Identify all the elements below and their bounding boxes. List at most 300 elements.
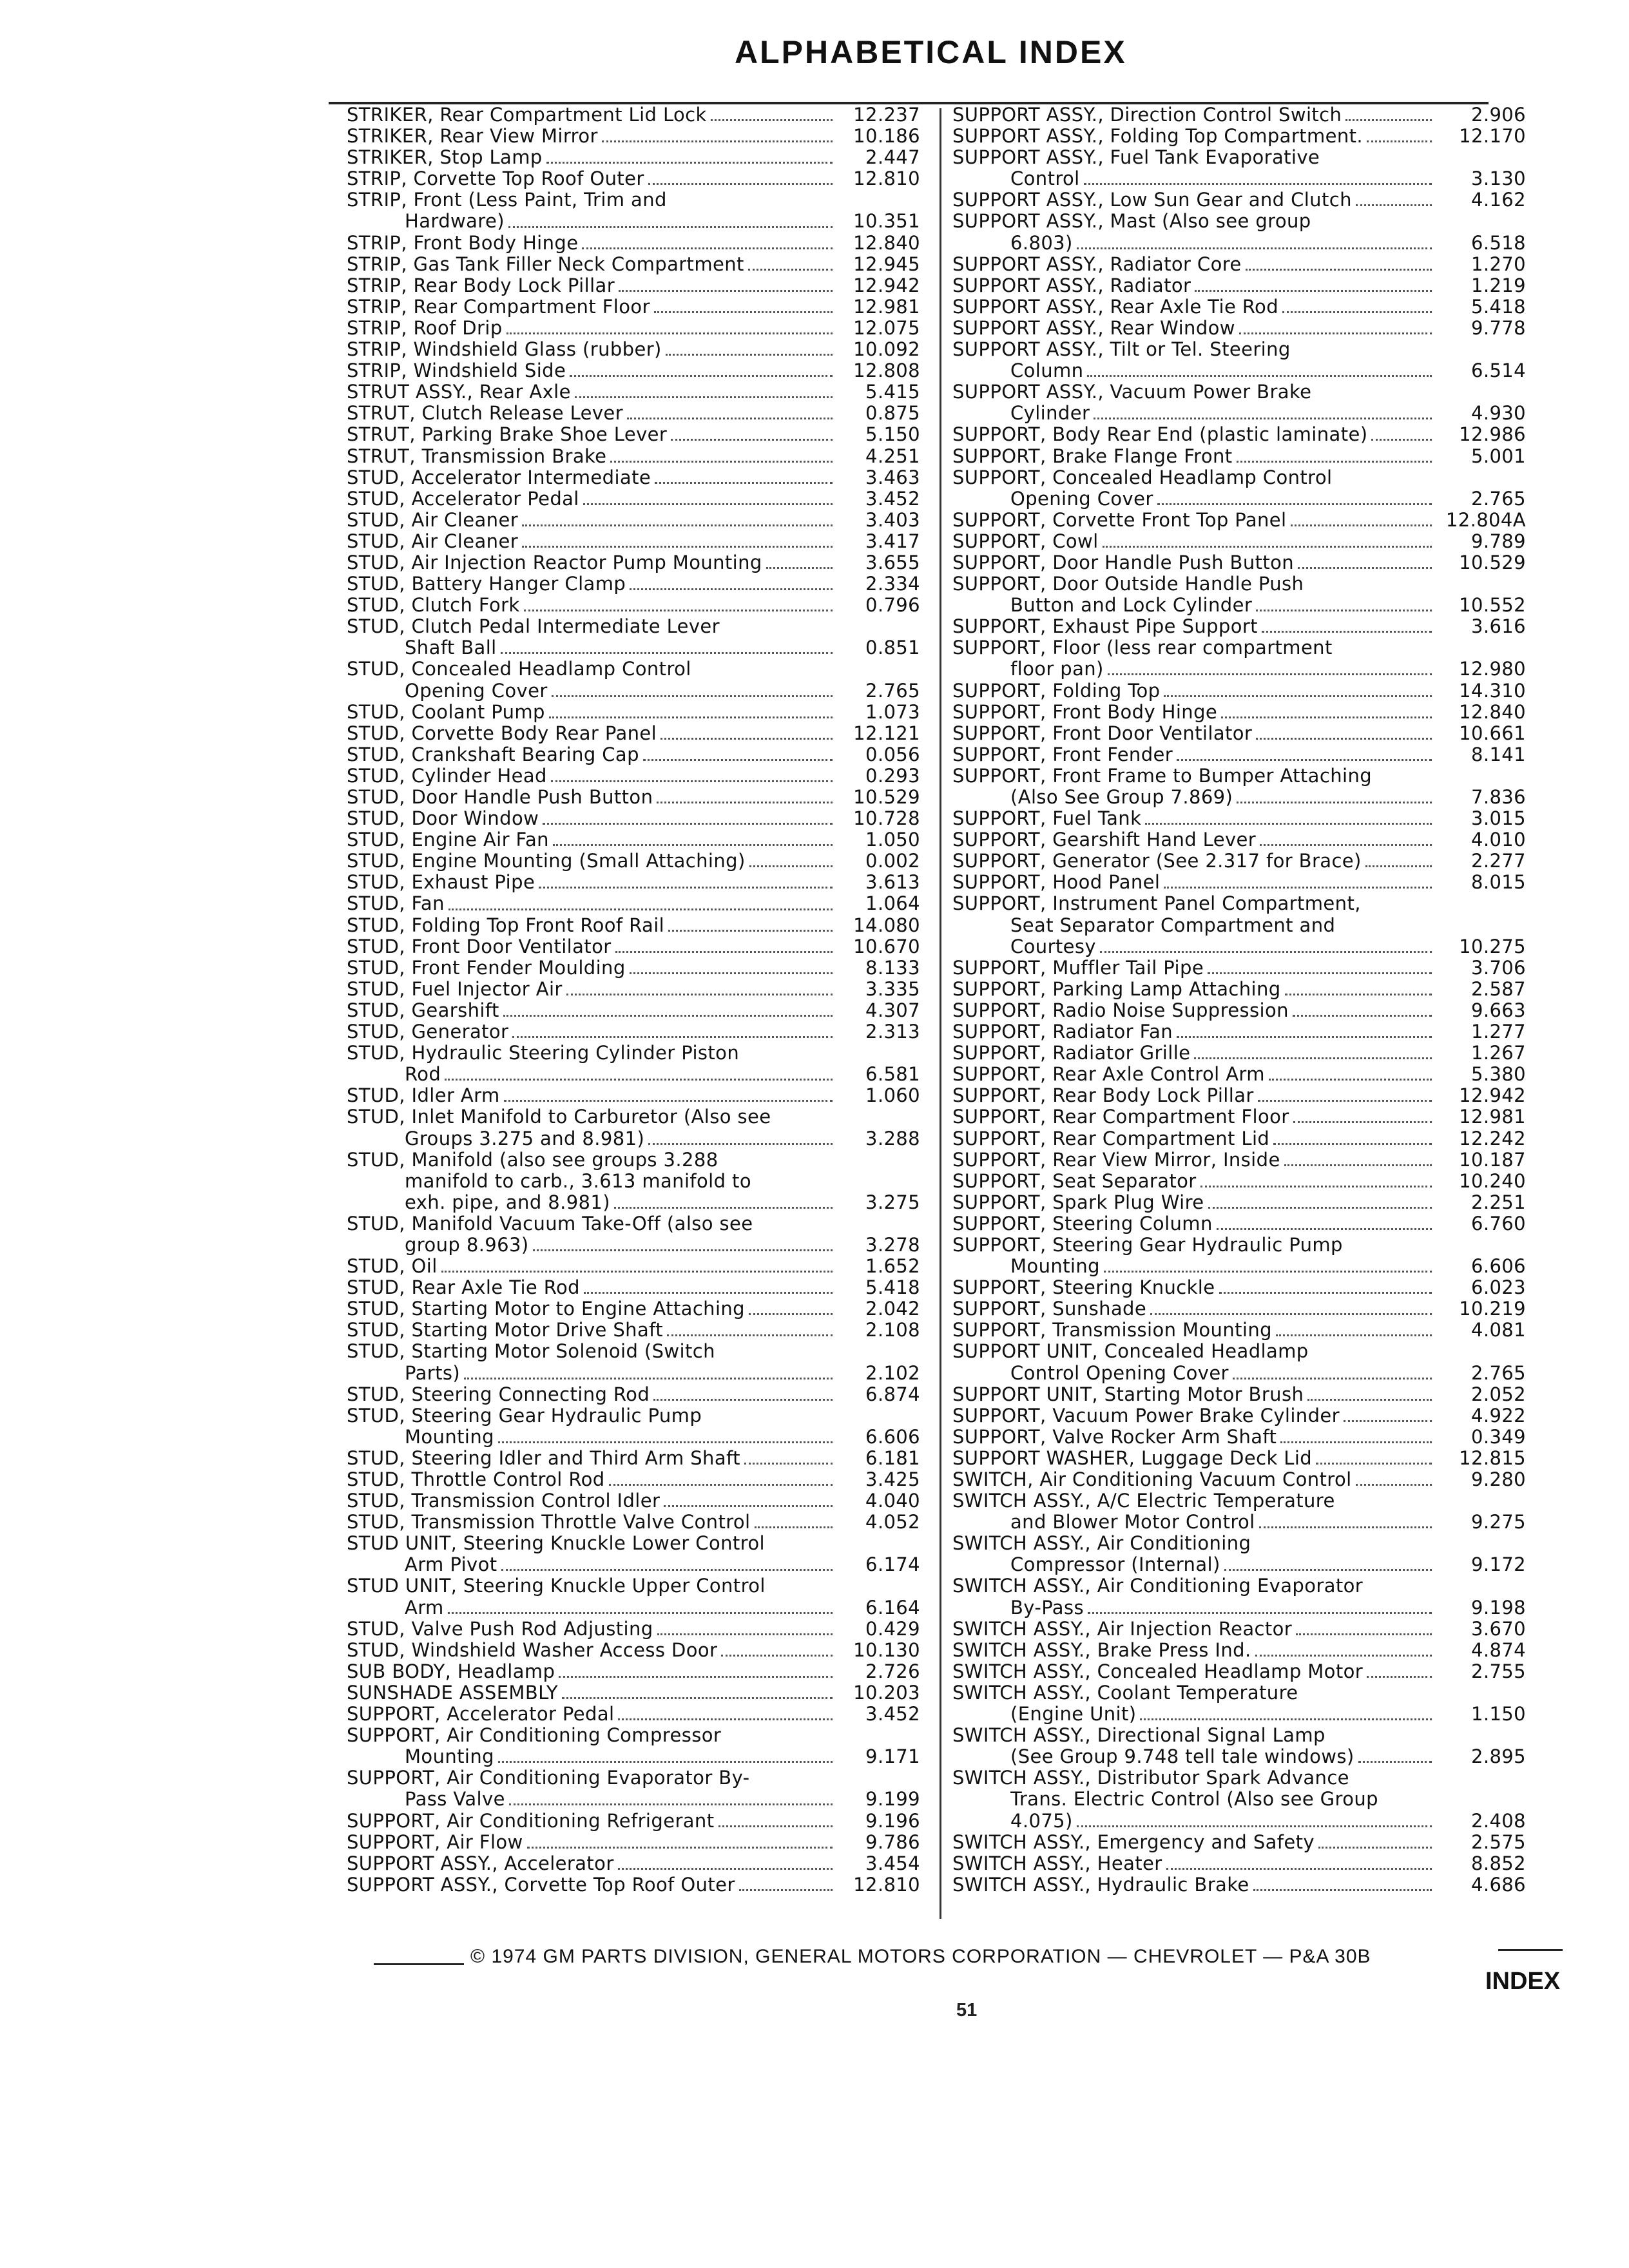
index-entry-line — [347, 104, 920, 126]
index-entry-group-number: 6.023 — [1470, 1277, 1526, 1299]
index-entry-group-number: 1.060 — [865, 1085, 920, 1107]
index-entry-text: SUPPORT ASSY., Radiator — [952, 274, 1191, 296]
index-entry-line — [347, 850, 920, 872]
index-entry-group-number: 0.851 — [865, 637, 920, 659]
index-entry — [952, 1767, 1526, 1831]
index-entry — [952, 1682, 1526, 1725]
leader-dots — [755, 1526, 833, 1528]
index-entry-line — [347, 573, 920, 595]
index-entry-text: STUD, Starting Motor Drive Shaft — [347, 1320, 664, 1341]
index-entry-group-number: 12.942 — [1459, 1085, 1526, 1107]
index-entry-group-number: 12.986 — [1459, 424, 1526, 446]
leader-dots — [666, 354, 833, 356]
index-entry-text: SUPPORT, Air Conditioning Refrigerant — [347, 1810, 715, 1832]
leader-dots — [501, 652, 833, 654]
index-entry-line — [347, 1853, 920, 1874]
index-entry-text: SWITCH ASSY., Air Injection Reactor — [952, 1618, 1293, 1640]
index-entry-text: SUPPORT, Air Flow — [347, 1831, 523, 1853]
index-entry-group-number: 1.270 — [1470, 253, 1526, 275]
index-entry — [347, 424, 920, 445]
index-entry-group-number: 5.380 — [1470, 1064, 1526, 1086]
leader-dots — [543, 823, 833, 825]
index-entry — [347, 573, 920, 595]
index-entry-line — [952, 1469, 1526, 1490]
index-entry — [952, 1128, 1526, 1149]
index-entry-text: STRIP, Rear Compartment Floor — [347, 296, 650, 318]
index-entry-group-number: 12.121 — [853, 722, 920, 744]
index-entry — [952, 1832, 1526, 1853]
index-entry — [347, 936, 920, 957]
index-entry-text: Pass Valve — [405, 1789, 505, 1811]
index-entry — [347, 1469, 920, 1490]
index-entry-text: Trans. Electric Control (Also see Group — [1010, 1789, 1378, 1811]
index-entry-text: Mounting — [405, 1426, 494, 1448]
leader-dots — [1164, 887, 1432, 889]
index-entry — [952, 1298, 1526, 1320]
index-entry-text: SUPPORT, Front Fender — [952, 744, 1173, 765]
leader-dots — [1219, 1292, 1432, 1294]
index-entry — [952, 339, 1526, 381]
index-entry-line — [952, 1213, 1526, 1235]
index-entry-line — [952, 1320, 1526, 1341]
index-entry-text: SUPPORT, Floor (less rear compartment — [952, 637, 1333, 659]
index-entry-line — [952, 979, 1526, 1000]
index-entry-line — [952, 360, 1526, 381]
index-entry — [952, 1192, 1526, 1213]
index-entry — [347, 254, 920, 275]
index-entry-line — [347, 1320, 920, 1341]
index-entry-group-number: 12.242 — [1459, 1128, 1526, 1149]
index-entry — [952, 1469, 1526, 1490]
leader-dots — [1103, 546, 1432, 548]
leader-dots — [1150, 1313, 1432, 1315]
index-entry-text: SUPPORT, Rear Compartment Lid — [952, 1128, 1270, 1149]
index-entry — [952, 381, 1526, 424]
index-entry-line — [347, 510, 920, 531]
index-entry-line — [347, 829, 920, 850]
index-entry-line — [952, 1405, 1526, 1427]
index-entry — [347, 1405, 920, 1448]
leader-dots — [1291, 524, 1432, 526]
index-entry — [347, 1384, 920, 1405]
leader-dots — [1358, 1761, 1432, 1763]
index-entry-group-number: 12.808 — [853, 360, 920, 382]
index-entry-line — [347, 702, 920, 723]
index-entry-line — [347, 1490, 920, 1512]
index-entry-text: SUPPORT, Brake Flange Front — [952, 445, 1233, 467]
index-entry — [347, 744, 920, 765]
leader-dots — [509, 1803, 833, 1805]
index-entry-group-number: 6.514 — [1470, 360, 1526, 382]
index-entry-line — [347, 1427, 920, 1448]
index-entry-group-number: 0.056 — [865, 744, 920, 765]
index-entry-line — [952, 1192, 1526, 1213]
index-entry-line — [952, 1085, 1526, 1106]
index-entry-group-number: 4.010 — [1470, 829, 1526, 851]
index-entry-line — [347, 424, 920, 445]
index-entry-group-number: 10.092 — [853, 339, 920, 361]
index-entry — [952, 1149, 1526, 1171]
index-entry-group-number: 2.447 — [865, 147, 920, 169]
index-entry — [347, 1682, 920, 1704]
index-entry-text: STUD, Inlet Manifold to Carburetor (Also see — [347, 1106, 771, 1128]
index-entry-line — [347, 787, 920, 808]
index-entry — [952, 744, 1526, 765]
index-entry-group-number: 8.141 — [1470, 744, 1526, 765]
index-entry-text: SUNSHADE ASSEMBLY — [347, 1682, 558, 1704]
index-entry-group-number: 2.765 — [865, 680, 920, 702]
leader-dots — [552, 695, 833, 697]
index-entry-line — [347, 1704, 920, 1725]
index-entry-text: SUPPORT, Steering Column — [952, 1213, 1213, 1235]
index-entry — [347, 1533, 920, 1575]
index-entry — [347, 403, 920, 424]
index-entry-line — [952, 211, 1526, 232]
index-entry-line — [347, 893, 920, 914]
index-entry-group-number: 10.670 — [853, 936, 920, 957]
index-entry-line — [952, 1640, 1526, 1661]
index-entry-text: group 8.963) — [405, 1234, 529, 1256]
index-entry-line — [347, 1277, 920, 1298]
index-entry-text: STUD, Fuel Injector Air — [347, 978, 563, 1000]
index-entry-line — [952, 446, 1526, 467]
leader-dots — [1200, 1186, 1432, 1187]
leader-dots — [527, 1847, 833, 1849]
index-entry-line — [347, 680, 920, 702]
index-entry-text: SWITCH ASSY., Brake Press Ind. — [952, 1639, 1251, 1661]
index-entry-group-number: 10.529 — [853, 787, 920, 808]
leader-dots — [654, 311, 833, 313]
index-entry-text: SUPPORT WASHER, Luggage Deck Lid — [952, 1447, 1313, 1469]
index-entry-line — [347, 488, 920, 510]
leader-dots — [1084, 183, 1432, 185]
index-entry — [952, 680, 1526, 702]
leader-dots — [630, 588, 833, 590]
index-entry-group-number: 3.288 — [865, 1128, 920, 1149]
index-entry-group-number: 2.277 — [1470, 850, 1526, 872]
index-entry-line — [347, 637, 920, 658]
index-entry-text: STUD, Folding Top Front Roof Rail — [347, 914, 665, 936]
index-entry — [952, 1448, 1526, 1469]
index-entry-line — [952, 1789, 1526, 1810]
index-entry — [347, 1341, 920, 1383]
index-entry-text: STUD, Steering Connecting Rod — [347, 1383, 650, 1405]
index-entry-text: SUPPORT, Steering Gear Hydraulic Pump — [952, 1234, 1343, 1256]
index-entry-text: SUPPORT ASSY., Fuel Tank Evaporative — [952, 147, 1320, 169]
leader-dots — [653, 1399, 833, 1401]
index-entry — [347, 1811, 920, 1832]
leader-dots — [553, 844, 833, 846]
index-entry-text: SUPPORT ASSY., Corvette Top Roof Outer — [347, 1874, 735, 1896]
index-entry-line — [347, 1597, 920, 1619]
index-entry-line — [347, 126, 920, 147]
index-entry — [952, 318, 1526, 339]
index-entry — [952, 1064, 1526, 1085]
index-entry-text: STRUT, Transmission Brake — [347, 445, 607, 467]
index-entry-text: Column — [1010, 360, 1084, 382]
index-entry-line — [952, 1597, 1526, 1619]
index-entry — [952, 510, 1526, 531]
index-entry-text: STUD, Hydraulic Steering Cylinder Piston — [347, 1043, 740, 1064]
index-entry-group-number: 1.219 — [1470, 274, 1526, 296]
index-entry-text: SUPPORT, Rear Axle Control Arm — [952, 1064, 1265, 1086]
index-entry-group-number: 2.334 — [865, 573, 920, 595]
leader-dots — [1293, 1121, 1432, 1123]
index-entry-line — [952, 1811, 1526, 1832]
index-entry-line — [952, 339, 1526, 360]
index-entry-line — [347, 189, 920, 211]
leader-dots — [1273, 1143, 1432, 1145]
index-entry-line — [952, 658, 1526, 680]
index-entry-line — [347, 1640, 920, 1661]
index-entry — [952, 637, 1526, 680]
index-entry-group-number: 5.418 — [865, 1277, 920, 1299]
index-entry-text: STUD, Transmission Control Idler — [347, 1490, 660, 1512]
index-entry-line — [347, 915, 920, 936]
leader-dots — [1260, 844, 1432, 846]
index-entry-text: Button and Lock Cylinder — [1010, 595, 1253, 617]
index-entry — [347, 850, 920, 872]
index-entry-text: SUPPORT, Seat Separator — [952, 1170, 1197, 1192]
leader-dots — [657, 802, 833, 803]
section-tag: INDEX — [1485, 1968, 1561, 1995]
index-entry — [347, 1298, 920, 1320]
index-entry-line — [952, 1512, 1526, 1533]
index-entry-text: STUD, Gearshift — [347, 999, 499, 1021]
index-entry-line — [952, 318, 1526, 339]
index-entry-text: SUPPORT, Steering Knuckle — [952, 1277, 1215, 1299]
index-entry-text: STRIP, Front Body Hinge — [347, 232, 579, 254]
index-entry-text: SUPPORT, Front Frame to Bumper Attaching — [952, 765, 1373, 787]
index-entry-line — [952, 147, 1526, 168]
index-entry-text: (Engine Unit) — [1010, 1704, 1137, 1725]
index-entry-group-number: 12.170 — [1459, 126, 1526, 148]
index-entry-text: STUD, Steering Idler and Third Arm Shaft — [347, 1447, 740, 1469]
index-entry-text: SWITCH ASSY., Air Conditioning Evaporator — [952, 1575, 1364, 1597]
leader-dots — [1239, 332, 1432, 334]
index-entry-line — [347, 1469, 920, 1490]
leader-dots — [1269, 1079, 1432, 1081]
index-entry-line — [952, 126, 1526, 147]
index-entry-text: SWITCH ASSY., Distributor Spark Advance — [952, 1767, 1349, 1789]
index-entry-group-number: 2.313 — [865, 1021, 920, 1043]
leader-dots — [1217, 1228, 1432, 1230]
leader-dots — [1365, 865, 1432, 867]
leader-dots — [1145, 823, 1432, 825]
index-entry — [347, 702, 920, 723]
index-entry-text: SUPPORT, Radiator Fan — [952, 1021, 1173, 1043]
index-entry-line — [347, 744, 920, 765]
index-entry-group-number: 12.810 — [853, 168, 920, 190]
index-entry — [347, 1575, 920, 1618]
index-entry-text: SUPPORT ASSY., Accelerator — [347, 1852, 614, 1874]
index-entry — [952, 1405, 1526, 1427]
index-entry-group-number: 9.778 — [1470, 317, 1526, 339]
index-entry-line — [952, 1363, 1526, 1384]
leader-dots — [1345, 119, 1432, 121]
index-entry-text: STRIP, Gas Tank Filler Neck Compartment — [347, 253, 744, 275]
index-entry-text: By-Pass — [1010, 1597, 1084, 1619]
index-entry — [952, 1725, 1526, 1767]
index-entry-line — [952, 702, 1526, 723]
index-entry-line — [347, 936, 920, 957]
index-entry — [952, 424, 1526, 445]
leader-dots — [512, 1036, 833, 1038]
leader-dots — [721, 1655, 833, 1657]
leader-dots — [1367, 140, 1432, 142]
leader-dots — [504, 1100, 833, 1102]
index-entry-text: SUPPORT, Rear Body Lock Pillar — [952, 1085, 1254, 1107]
index-entry-line — [952, 1427, 1526, 1448]
index-entry-line — [347, 318, 920, 339]
index-entry-group-number: 3.655 — [865, 552, 920, 573]
index-entry-line — [952, 1256, 1526, 1277]
index-entry — [347, 104, 920, 126]
index-entry — [347, 1256, 920, 1277]
index-entry-group-number: 12.945 — [853, 253, 920, 275]
index-entry-group-number: 3.403 — [865, 509, 920, 531]
index-entry-text: STUD, Coolant Pump — [347, 701, 545, 723]
leader-dots — [1255, 1655, 1432, 1657]
index-entry-text: SUPPORT ASSY., Tilt or Tel. Steering — [952, 339, 1291, 361]
index-entry-text: Control — [1010, 168, 1080, 190]
index-entry — [952, 829, 1526, 850]
index-entry-line — [952, 1575, 1526, 1597]
index-entry-text: SWITCH ASSY., Emergency and Safety — [952, 1831, 1315, 1853]
index-entry-group-number: 6.760 — [1470, 1213, 1526, 1235]
index-entry-text: SUPPORT, Instrument Panel Compartment, — [952, 893, 1361, 915]
index-entry — [952, 1277, 1526, 1298]
leader-dots — [448, 908, 833, 910]
index-entry-text: STUD UNIT, Steering Knuckle Upper Control — [347, 1575, 766, 1597]
leader-dots — [498, 1441, 833, 1443]
index-entry-text: SWITCH, Air Conditioning Vacuum Control — [952, 1469, 1352, 1490]
index-entry-group-number: 12.980 — [1459, 658, 1526, 680]
leader-dots — [1276, 1334, 1432, 1336]
leader-dots — [619, 290, 833, 292]
index-entry-text: 4.075) — [1010, 1810, 1073, 1832]
index-entry-text: SUPPORT, Radiator Grille — [952, 1043, 1191, 1064]
index-entry — [347, 1704, 920, 1725]
index-entry-text: SWITCH ASSY., Concealed Headlamp Motor — [952, 1660, 1364, 1682]
index-entry-text: SUPPORT, Exhaust Pipe Support — [952, 616, 1258, 638]
index-entry — [952, 1874, 1526, 1896]
index-entry — [952, 275, 1526, 296]
index-entry-group-number: 2.052 — [1470, 1383, 1526, 1405]
index-entry-group-number: 4.040 — [865, 1490, 920, 1512]
index-entry-text: and Blower Motor Control — [1010, 1512, 1255, 1533]
index-entry-text: STRUT, Clutch Release Lever — [347, 403, 623, 425]
index-entry-group-number: 10.275 — [1459, 936, 1526, 957]
index-entry-group-number: 1.277 — [1470, 1021, 1526, 1043]
index-entry-line — [952, 1832, 1526, 1853]
index-entry-line — [952, 1874, 1526, 1896]
index-entry-line — [347, 1448, 920, 1469]
index-entry-text: SUPPORT, Generator (See 2.317 for Brace) — [952, 850, 1362, 872]
index-entry-line — [952, 1554, 1526, 1575]
index-entry — [347, 1000, 920, 1021]
index-entry-text: Hardware) — [405, 211, 505, 233]
index-entry-line — [952, 1106, 1526, 1128]
index-entry-line — [952, 1128, 1526, 1149]
index-entry-group-number: 3.275 — [865, 1191, 920, 1213]
index-entry-text: STUD, Crankshaft Bearing Cap — [347, 744, 639, 765]
index-entry — [347, 1021, 920, 1043]
index-entry-text: STRIKER, Rear Compartment Lid Lock — [347, 104, 707, 126]
index-entry-text: STUD, Manifold (also see groups 3.288 — [347, 1149, 718, 1171]
index-entry — [952, 957, 1526, 979]
index-entry — [347, 189, 920, 232]
index-entry — [347, 318, 920, 339]
index-entry-text: SWITCH ASSY., Hydraulic Brake — [952, 1874, 1249, 1896]
index-entry-group-number: 3.278 — [865, 1234, 920, 1256]
leader-dots — [627, 418, 833, 419]
index-entry-line — [347, 1832, 920, 1853]
leader-dots — [643, 759, 833, 761]
index-entry-line — [347, 1554, 920, 1575]
leader-dots — [1157, 503, 1432, 505]
index-entry — [347, 275, 920, 296]
index-entry-text: STRIP, Windshield Glass (rubber) — [347, 339, 662, 361]
leader-dots — [614, 1207, 833, 1209]
index-entry — [952, 723, 1526, 744]
index-entry — [952, 1000, 1526, 1021]
index-entry — [347, 381, 920, 403]
index-entry-text: STRIP, Windshield Side — [347, 360, 566, 382]
leader-dots — [744, 1463, 833, 1465]
index-entry — [347, 446, 920, 467]
index-entry-group-number: 0.875 — [865, 403, 920, 425]
index-entry — [347, 1619, 920, 1640]
index-entry — [347, 787, 920, 808]
index-entry — [952, 1106, 1526, 1128]
index-entry-text: STUD, Steering Gear Hydraulic Pump — [347, 1405, 702, 1427]
index-entry-line — [347, 979, 920, 1000]
leader-dots — [559, 1676, 833, 1678]
index-entry-line — [952, 1767, 1526, 1789]
index-entry-text: STUD, Front Door Ventilator — [347, 936, 612, 957]
index-entry-text: SWITCH ASSY., Coolant Temperature — [952, 1682, 1298, 1704]
index-entry-group-number: 3.613 — [865, 872, 920, 894]
leader-dots — [549, 716, 833, 718]
index-entry — [952, 1341, 1526, 1383]
index-entry-text: SUPPORT ASSY., Rear Window — [952, 317, 1235, 339]
index-entry-text: STUD, Accelerator Pedal — [347, 488, 579, 510]
index-entry — [347, 126, 920, 147]
index-entry-group-number: 1.652 — [865, 1256, 920, 1278]
index-entry-text: STRUT ASSY., Rear Axle — [347, 381, 571, 403]
index-entry-text: Seat Separator Compartment and — [1010, 914, 1336, 936]
right-index-column — [952, 104, 1526, 1896]
index-entry-text: SUPPORT, Concealed Headlamp Control — [952, 466, 1333, 488]
index-entry-group-number: 10.187 — [1459, 1149, 1526, 1171]
leader-dots — [1164, 695, 1432, 697]
index-entry-line — [347, 1789, 920, 1810]
index-entry-text: manifold to carb., 3.613 manifold to — [405, 1170, 751, 1192]
index-entry-text: exh. pipe, and 8.981) — [405, 1191, 610, 1213]
index-entry-line — [952, 467, 1526, 488]
leader-dots — [524, 610, 833, 611]
index-entry-group-number: 4.874 — [1470, 1639, 1526, 1661]
index-entry — [347, 1277, 920, 1298]
index-entry-line — [952, 1490, 1526, 1512]
leader-dots — [1087, 375, 1432, 377]
index-entry-text: STUD UNIT, Steering Knuckle Lower Control — [347, 1533, 765, 1555]
index-entry-group-number: 10.186 — [853, 126, 920, 148]
leader-dots — [648, 1143, 833, 1145]
index-entry-line — [952, 680, 1526, 702]
index-entry-line — [952, 573, 1526, 595]
